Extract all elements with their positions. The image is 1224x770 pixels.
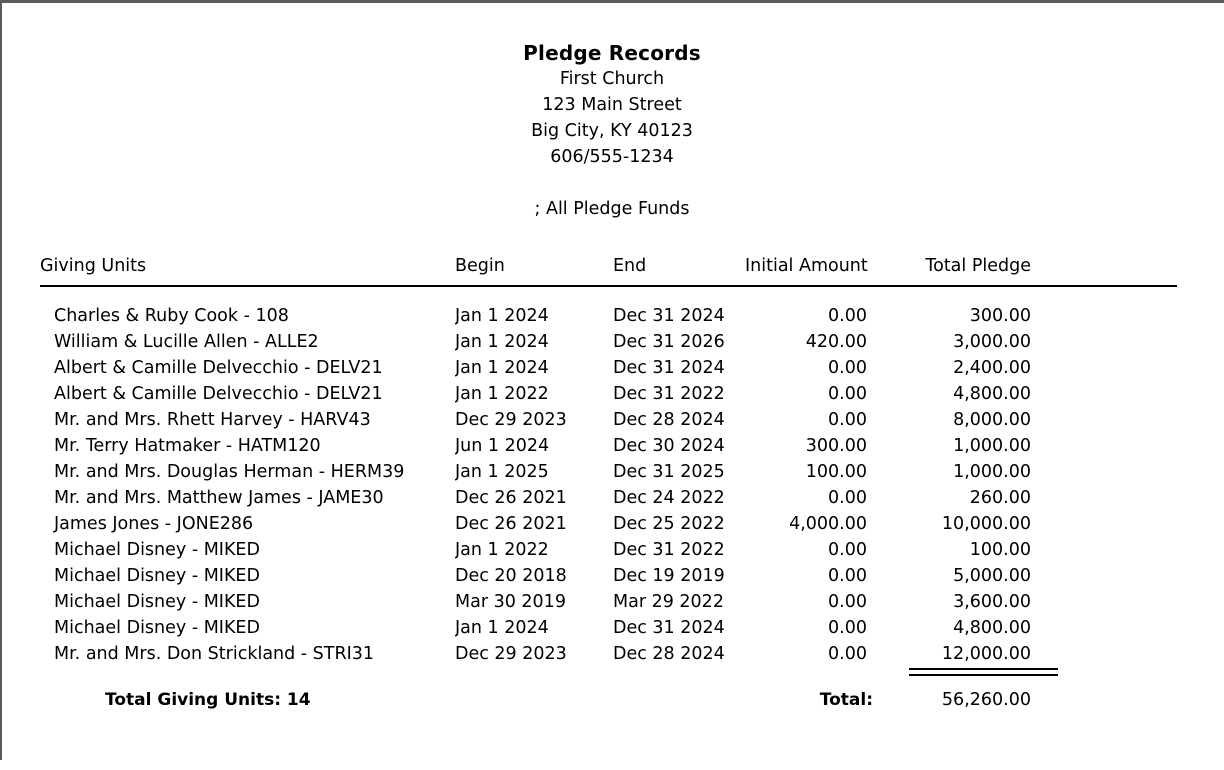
initial-amount-cell: 0.00 <box>828 592 867 612</box>
total-pledge-cell: 5,000.00 <box>953 566 1031 586</box>
giving-unit-cell: Mr. and Mrs. Don Strickland - STRI31 <box>54 644 375 664</box>
initial-amount-cell: 300.00 <box>805 436 867 456</box>
begin-date-cell: Jan 1 2024 <box>455 618 549 638</box>
spacer-cell <box>1031 485 1177 511</box>
table-row <box>40 641 1177 667</box>
total-pledge-cell: 4,800.00 <box>953 384 1031 404</box>
initial-amount-cell: 0.00 <box>828 618 867 638</box>
begin-date-cell: Jan 1 2022 <box>455 540 549 560</box>
city-state-zip-line: Big City, KY 40123 <box>531 121 693 141</box>
total-pledge-cell: 10,000.00 <box>941 514 1031 534</box>
spacer-cell <box>1031 459 1177 485</box>
end-date-cell: Dec 25 2022 <box>613 514 725 534</box>
spacer-cell <box>1031 537 1177 563</box>
table-row <box>40 459 1177 485</box>
begin-date-cell: Jan 1 2025 <box>455 462 549 482</box>
spacer-cell <box>1031 286 1177 329</box>
end-date-cell: Dec 24 2022 <box>613 488 725 508</box>
window-edge-top <box>0 0 1224 3</box>
total-pledge-cell: 300.00 <box>969 306 1031 326</box>
giving-unit-cell: Mr. and Mrs. Rhett Harvey - HARV43 <box>54 410 371 430</box>
total-giving-units: Total Giving Units: 14 <box>105 690 311 710</box>
begin-date-cell: Dec 26 2021 <box>455 514 567 534</box>
initial-amount-cell: 0.00 <box>828 488 867 508</box>
initial-amount-cell: 4,000.00 <box>789 514 867 534</box>
end-date-cell: Dec 31 2025 <box>613 462 725 482</box>
table-row <box>40 355 1177 381</box>
fund-filter-line: ; All Pledge Funds <box>534 199 690 219</box>
giving-unit-cell: Charles & Ruby Cook - 108 <box>54 306 289 326</box>
total-pledge-cell: 2,400.00 <box>953 358 1031 378</box>
table-row <box>40 485 1177 511</box>
phone-line: 606/555-1234 <box>550 147 674 167</box>
table-row <box>40 589 1177 615</box>
column-header-initial-amount: Initial Amount <box>745 253 867 286</box>
end-date-cell: Dec 31 2022 <box>613 384 725 404</box>
total-pledge-cell: 8,000.00 <box>953 410 1031 430</box>
giving-unit-cell: Michael Disney - MIKED <box>54 566 260 586</box>
address-line: 123 Main Street <box>542 95 682 115</box>
end-date-cell: Mar 29 2022 <box>613 592 724 612</box>
begin-date-cell: Jan 1 2024 <box>455 306 549 326</box>
initial-amount-cell: 0.00 <box>828 358 867 378</box>
giving-unit-cell: Albert & Camille Delvecchio - DELV21 <box>54 358 383 378</box>
column-header-giving-units: Giving Units <box>40 253 455 286</box>
grand-total-value: 56,260.00 <box>941 690 1031 710</box>
total-pledge-cell: 3,000.00 <box>953 332 1031 352</box>
total-pledge-cell: 4,800.00 <box>953 618 1031 638</box>
end-date-cell: Dec 31 2026 <box>613 332 725 352</box>
total-pledge-cell: 12,000.00 <box>941 644 1031 664</box>
giving-unit-cell: Mr. and Mrs. Douglas Herman - HERM39 <box>54 462 405 482</box>
initial-amount-cell: 420.00 <box>805 332 867 352</box>
spacer-cell <box>1031 407 1177 433</box>
giving-unit-cell: Albert & Camille Delvecchio - DELV21 <box>54 384 383 404</box>
giving-unit-cell: Mr. and Mrs. Matthew James - JAME30 <box>54 488 384 508</box>
end-date-cell: Dec 31 2024 <box>613 358 725 378</box>
grand-total-double-rule <box>909 668 1058 676</box>
table-row <box>40 511 1177 537</box>
table-row <box>40 563 1177 589</box>
spacer-cell <box>1031 433 1177 459</box>
begin-date-cell: Jan 1 2024 <box>455 358 549 378</box>
giving-unit-cell: Michael Disney - MIKED <box>54 618 260 638</box>
spacer-cell <box>1031 511 1177 537</box>
window-edge-left <box>0 0 2 760</box>
initial-amount-cell: 0.00 <box>828 566 867 586</box>
spacer-cell <box>1031 381 1177 407</box>
initial-amount-cell: 100.00 <box>805 462 867 482</box>
column-header-total-pledge: Total Pledge <box>867 253 1031 286</box>
spacer-cell <box>1031 329 1177 355</box>
table-row <box>40 537 1177 563</box>
table-row <box>40 329 1177 355</box>
giving-unit-cell: Michael Disney - MIKED <box>54 592 260 612</box>
grand-total-label: Total: <box>819 690 873 710</box>
spacer-cell <box>1031 563 1177 589</box>
end-date-cell: Dec 19 2019 <box>613 566 725 586</box>
total-pledge-cell: 260.00 <box>969 488 1031 508</box>
total-pledge-cell: 1,000.00 <box>953 462 1031 482</box>
begin-date-cell: Mar 30 2019 <box>455 592 566 612</box>
initial-amount-cell: 0.00 <box>828 384 867 404</box>
pledge-table-body <box>40 286 1177 667</box>
giving-unit-cell: Mr. Terry Hatmaker - HATM120 <box>54 436 321 456</box>
table-row <box>40 433 1177 459</box>
begin-date-cell: Jun 1 2024 <box>455 436 550 456</box>
table-header-row <box>40 253 1177 286</box>
begin-date-cell: Dec 29 2023 <box>455 410 567 430</box>
begin-date-cell: Dec 29 2023 <box>455 644 567 664</box>
spacer-cell <box>1031 641 1177 667</box>
end-date-cell: Dec 31 2024 <box>613 618 725 638</box>
end-date-cell: Dec 28 2024 <box>613 644 725 664</box>
begin-date-cell: Dec 20 2018 <box>455 566 567 586</box>
report-title: Pledge Records <box>523 41 701 65</box>
column-header-begin: Begin <box>455 253 613 286</box>
initial-amount-cell: 0.00 <box>828 644 867 664</box>
giving-unit-cell: James Jones - JONE286 <box>54 514 254 534</box>
begin-date-cell: Jan 1 2024 <box>455 332 549 352</box>
giving-unit-cell: Michael Disney - MIKED <box>54 540 260 560</box>
spacer-cell <box>1031 615 1177 641</box>
total-pledge-cell: 3,600.00 <box>953 592 1031 612</box>
spacer-cell <box>1031 355 1177 381</box>
giving-unit-cell: William & Lucille Allen - ALLE2 <box>54 332 319 352</box>
begin-date-cell: Dec 26 2021 <box>455 488 567 508</box>
end-date-cell: Dec 31 2022 <box>613 540 725 560</box>
table-row <box>40 381 1177 407</box>
pledge-table <box>40 253 1177 667</box>
end-date-cell: Dec 31 2024 <box>613 306 725 326</box>
report-header <box>0 0 1224 222</box>
column-header-end: End <box>613 253 745 286</box>
end-date-cell: Dec 30 2024 <box>613 436 725 456</box>
spacer-cell <box>1031 589 1177 615</box>
organization-name: First Church <box>559 69 665 89</box>
column-header-spacer <box>1031 253 1177 286</box>
initial-amount-cell: 0.00 <box>828 540 867 560</box>
total-pledge-cell: 1,000.00 <box>953 436 1031 456</box>
initial-amount-cell: 0.00 <box>828 410 867 430</box>
total-pledge-cell: 100.00 <box>969 540 1031 560</box>
initial-amount-cell: 0.00 <box>828 306 867 326</box>
table-row <box>40 615 1177 641</box>
end-date-cell: Dec 28 2024 <box>613 410 725 430</box>
table-row <box>40 286 1177 329</box>
table-row <box>40 407 1177 433</box>
begin-date-cell: Jan 1 2022 <box>455 384 549 404</box>
